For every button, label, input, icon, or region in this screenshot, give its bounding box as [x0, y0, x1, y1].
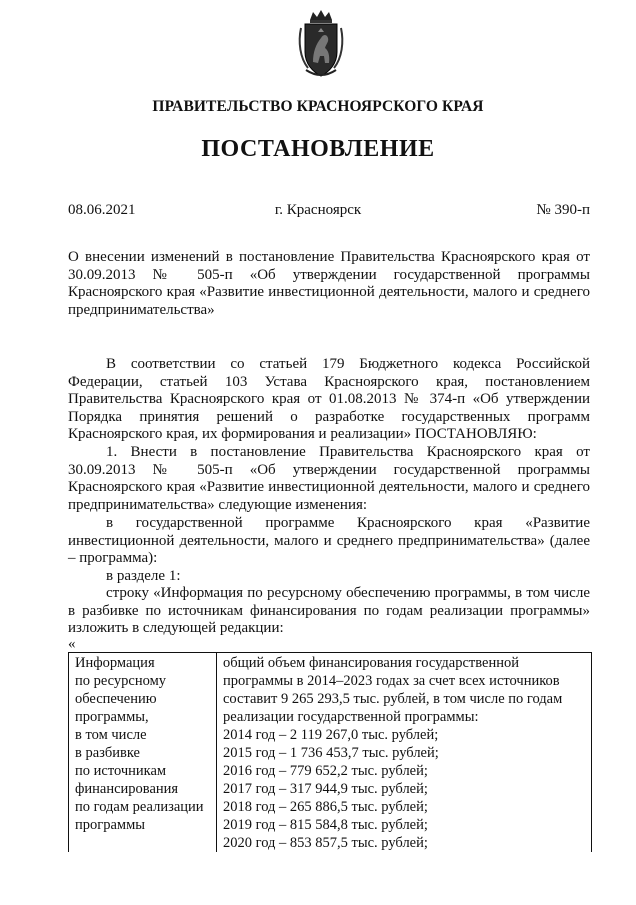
value-line: 2017 год – 317 944,9 тыс. рублей;	[223, 781, 428, 797]
section-paragraph: в разделе 1:	[106, 568, 181, 584]
document-date: 08.06.2021	[68, 202, 136, 218]
value-line: 2015 год – 1 736 453,7 тыс. рублей;	[223, 745, 439, 761]
table-value-cell	[217, 653, 592, 853]
value-line: составит 9 265 293,5 тыс. рублей, в том числе по годам	[223, 691, 563, 707]
program-paragraph: в государственной программе Красноярского края «Развитие инвестиционной деятельности, малого и среднего предпринимательства» (далее – программа):	[68, 515, 590, 567]
label-line: в разбивке	[75, 745, 140, 761]
document-subject: О внесении изменений в постановление Правительства Красноярского края от 30.09.2013 № 505-п «Об утверждении государственной программы Красноярского края «Развитие инвестиционной деятельности, малого и среднего предпринимательства»	[68, 249, 590, 318]
label-line: в том числе	[75, 727, 147, 743]
opening-quote: «	[68, 636, 76, 652]
government-title: ПРАВИТЕЛЬСТВО КРАСНОЯРСКОГО КРАЯ	[152, 98, 484, 115]
label-line: по годам реализации	[75, 799, 204, 815]
preamble-paragraph: В соответствии со статьей 179 Бюджетного кодекса Российской Федерации, статьей 103 Устава Красноярского края, постановлением Правительства Красноярского края от 01.08.2013 № 374-п «Об утверждении Порядка принятия решений о разработке государственных программ Красноярского края, их формирования и реализации» ПОСТАНОВЛЯЮ:	[68, 356, 590, 443]
label-line: программы,	[75, 709, 149, 725]
label-line: обеспечению	[75, 691, 157, 707]
value-line: общий объем финансирования государственной	[223, 655, 519, 671]
value-line: 2016 год – 779 652,2 тыс. рублей;	[223, 763, 428, 779]
label-line: программы	[75, 817, 145, 833]
value-line: программы в 2014–2023 годах за счет всех источников	[223, 673, 560, 689]
document-type-title: ПОСТАНОВЛЕНИЕ	[201, 136, 435, 162]
line-instruction-paragraph: строку «Информация по ресурсному обеспечению программы, в том числе в разбивке по источникам финансирования по годам реализации программы» изложить в следующей редакции:	[68, 585, 590, 637]
item-1-paragraph: 1. Внести в постановление Правительства Красноярского края от 30.09.2013 № 505-п «Об утверждении государственной программы Красноярского края «Развитие инвестиционной деятельности, малого и среднего предпринимательства» следующие изменения:	[68, 444, 590, 513]
value-line: 2014 год – 2 119 267,0 тыс. рублей;	[223, 727, 439, 743]
financing-table	[68, 652, 592, 852]
coat-of-arms-icon	[296, 8, 346, 80]
label-line: Информация	[75, 655, 155, 671]
label-line: финансирования	[75, 781, 179, 797]
document-number: № 390-п	[536, 202, 590, 218]
value-line: 2018 год – 265 886,5 тыс. рублей;	[223, 799, 428, 815]
value-line: 2020 год – 853 857,5 тыс. рублей;	[223, 835, 428, 851]
value-line: 2019 год – 815 584,8 тыс. рублей;	[223, 817, 428, 833]
table-label-cell	[69, 653, 217, 853]
value-line: реализации государственной программы:	[223, 709, 479, 725]
label-line: по источникам	[75, 763, 167, 779]
label-line: по ресурсному	[75, 673, 167, 689]
document-city: г. Красноярск	[274, 202, 362, 218]
table-row	[69, 653, 592, 853]
